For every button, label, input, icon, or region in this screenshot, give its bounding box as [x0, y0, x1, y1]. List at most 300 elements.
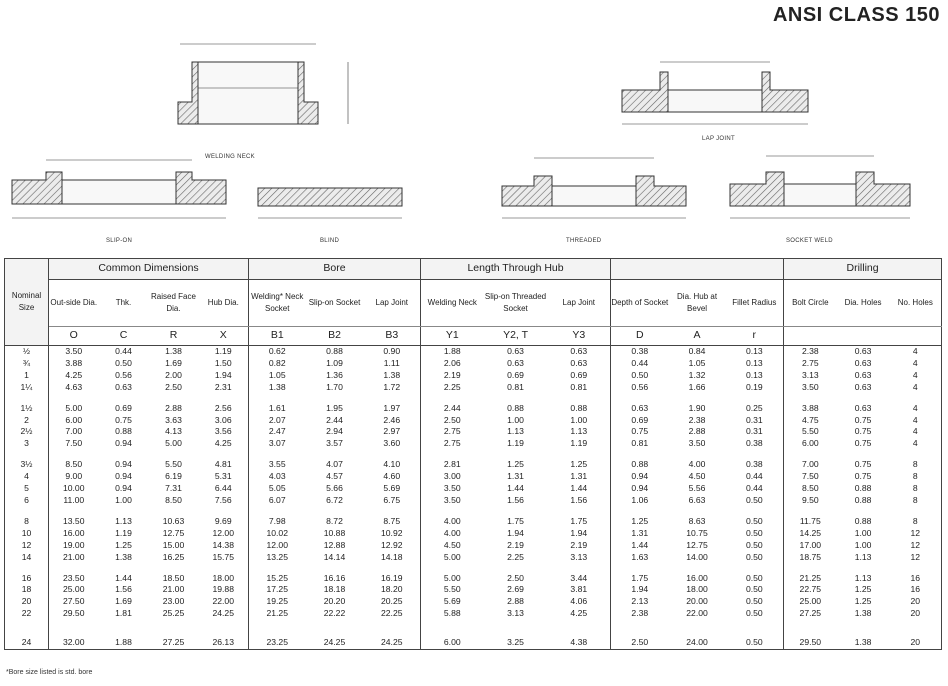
table-cell: 1.05	[688, 357, 706, 368]
table-cell: 0.50	[726, 495, 784, 516]
nominal-size-cell: 1½	[5, 403, 49, 415]
table-cell: 0.75	[854, 459, 872, 470]
column-label: Lap Joint	[364, 280, 421, 327]
table-cell: 6.00	[443, 637, 461, 648]
table-cell: 8	[890, 483, 942, 495]
table-cell: 14.14	[323, 551, 346, 562]
nominal-size-cell: 5	[5, 483, 49, 495]
table-cell: 26.13	[199, 629, 249, 649]
table-cell: 8.50	[801, 483, 819, 494]
table-cell: 1.00	[854, 527, 872, 538]
table-cell: 9.50	[801, 494, 819, 505]
table-cell: 2.50	[165, 381, 182, 392]
table-cell: 5.69	[364, 483, 421, 495]
column-label: Hub Dia.	[199, 280, 249, 327]
header-bore: Bore	[249, 259, 421, 280]
nominal-size-cell: 2½	[5, 426, 49, 438]
table-cell: 0.63	[507, 346, 524, 356]
nominal-size-cell: 8	[5, 516, 49, 528]
table-cell: 5.31	[199, 471, 249, 483]
table-cell: 3.50	[65, 346, 83, 356]
table-cell: 0.75	[854, 438, 872, 449]
table-cell: 0.63	[548, 346, 611, 358]
table-cell: 3.13	[507, 608, 524, 619]
table-cell: 21.25	[799, 572, 822, 583]
table-cell: 0.88	[326, 346, 343, 356]
column-symbol: Y3	[548, 327, 611, 346]
table-cell: 8	[890, 495, 942, 516]
table-cell: 5.00	[65, 402, 83, 413]
table-cell: 1.25	[548, 459, 611, 471]
table-cell: 1.72	[364, 382, 421, 403]
table-cell: 2.25	[507, 551, 524, 562]
label-socket-weld: SOCKET WELD	[786, 238, 833, 244]
table-cell: 11.75	[799, 515, 821, 526]
table-row	[5, 540, 942, 552]
table-cell: 0.50	[726, 584, 784, 596]
table-cell: 23.00	[162, 596, 185, 607]
table-cell: 13.50	[62, 515, 85, 526]
header-blank	[611, 259, 784, 280]
table-cell: 1.81	[115, 608, 132, 619]
table-cell: 1.25	[631, 515, 649, 526]
table-cell: 4.60	[364, 471, 421, 483]
table-cell: 20.20	[323, 596, 346, 607]
table-cell: 0.81	[631, 438, 649, 449]
table-cell: 4.00	[443, 515, 461, 526]
column-label: Welding Neck	[421, 280, 484, 327]
table-cell: 2.46	[364, 415, 421, 427]
table-cell: 1.13	[854, 551, 872, 562]
table-cell: 10.88	[323, 527, 346, 538]
table-cell: 1.19	[115, 527, 132, 538]
table-cell: 20.25	[364, 596, 421, 608]
table-cell: 1.31	[507, 471, 524, 482]
table-cell: 0.94	[631, 483, 649, 494]
table-cell: 2.88	[507, 596, 524, 607]
column-labels-row	[5, 280, 942, 327]
table-cell: 25.25	[162, 608, 185, 619]
table-cell: 1.44	[115, 572, 132, 583]
table-cell: 3.07	[268, 438, 286, 449]
table-cell: 1.50	[199, 358, 249, 370]
table-cell: 0.13	[726, 346, 784, 358]
table-cell: 1.56	[115, 584, 132, 595]
column-label: Fillet Radius	[726, 280, 784, 327]
table-cell: 0.63	[854, 346, 872, 356]
table-cell: 1.25	[115, 539, 132, 550]
table-cell: 16.00	[62, 527, 85, 538]
table-cell: 12	[890, 540, 942, 552]
table-cell: 2.38	[631, 608, 649, 619]
table-cell: 5.00	[443, 572, 461, 583]
blind-drawing	[258, 188, 402, 218]
table-cell: 0.25	[726, 403, 784, 415]
table-cell: 4.06	[548, 596, 611, 608]
table-cell: 2.44	[326, 414, 343, 425]
table-cell: 4.03	[268, 471, 286, 482]
column-label: Raised Face Dia.	[149, 280, 199, 327]
table-row	[5, 358, 942, 370]
table-cell: 12.75	[162, 527, 185, 538]
table-cell: 2.88	[165, 402, 182, 413]
table-cell: 1.13	[548, 426, 611, 438]
table-cell: 0.50	[726, 540, 784, 552]
table-cell: 1.31	[548, 471, 611, 483]
table-cell: 8	[890, 471, 942, 483]
table-cell: 1.25	[854, 584, 872, 595]
nominal-size-cell: 10	[5, 528, 49, 540]
table-row	[5, 608, 942, 629]
table-cell: 16.25	[162, 551, 185, 562]
table-cell: 0.13	[726, 370, 784, 382]
column-symbol: B3	[364, 327, 421, 346]
table-cell: 10.02	[266, 527, 288, 538]
column-label: Dia. Hub at Bevel	[669, 280, 726, 327]
table-cell: 6.07	[268, 494, 286, 505]
table-cell: 0.63	[854, 357, 872, 368]
table-cell: 5.05	[268, 483, 286, 494]
table-cell: 0.38	[631, 346, 649, 356]
label-welding-neck: WELDING NECK	[205, 154, 255, 160]
table-cell: 16.19	[364, 573, 421, 585]
table-cell: 0.44	[726, 483, 784, 495]
table-cell: 1.19	[548, 438, 611, 459]
column-symbol	[784, 327, 837, 346]
table-cell: 0.50	[726, 629, 784, 649]
table-cell: 0.44	[726, 471, 784, 483]
nominal-size-cell: 2	[5, 415, 49, 427]
table-cell: 12.00	[199, 528, 249, 540]
table-cell: 4.25	[199, 438, 249, 459]
table-cell: 10.63	[162, 515, 185, 526]
table-cell: 0.56	[631, 381, 649, 392]
table-cell: 12.92	[364, 540, 421, 552]
table-cell: 2.75	[443, 438, 461, 449]
column-label: Welding* Neck Socket	[249, 280, 306, 327]
table-cell: 4	[890, 403, 942, 415]
table-cell: 9.00	[65, 471, 83, 482]
table-cell: 0.75	[854, 414, 872, 425]
table-cell: 4.75	[801, 414, 819, 425]
table-cell: 4	[890, 370, 942, 382]
table-cell: 17.25	[266, 584, 288, 595]
table-cell: 4.81	[199, 459, 249, 471]
table-cell: 3.00	[443, 471, 461, 482]
table-cell: 6.75	[364, 495, 421, 516]
table-cell: 0.94	[115, 471, 132, 482]
table-cell: 2.50	[631, 637, 649, 648]
table-cell: 1.70	[326, 381, 343, 392]
table-cell: 12	[890, 528, 942, 540]
table-cell: 1.95	[326, 402, 343, 413]
table-cell: 1.00	[507, 414, 524, 425]
table-cell: 0.88	[854, 515, 872, 526]
label-threaded: THREADED	[566, 238, 602, 244]
table-cell: 21.00	[162, 584, 185, 595]
dimension-table	[4, 258, 942, 650]
table-cell: 1.75	[507, 515, 524, 526]
table-cell: 0.88	[854, 494, 872, 505]
table-cell: 3.55	[268, 459, 286, 470]
table-cell: 7.56	[199, 495, 249, 516]
table-cell: 0.81	[548, 382, 611, 403]
table-cell: 8.63	[688, 515, 706, 526]
table-cell: 23.25	[266, 637, 288, 648]
table-cell: 0.90	[364, 346, 421, 358]
table-cell: 4.38	[548, 629, 611, 649]
table-cell: 14.38	[199, 540, 249, 552]
table-row	[5, 346, 942, 358]
table-cell: 0.88	[507, 402, 524, 413]
threaded-drawing	[502, 158, 686, 218]
table-cell: 7.00	[801, 459, 819, 470]
welding-neck-drawing	[178, 44, 348, 124]
table-cell: 0.69	[507, 369, 524, 380]
table-cell: 8.72	[326, 515, 343, 526]
table-cell: 25.00	[62, 584, 85, 595]
table-cell: 2.19	[443, 369, 461, 380]
table-cell: 15.75	[199, 552, 249, 573]
table-row	[5, 370, 942, 382]
column-label: Slip-on Socket	[306, 280, 364, 327]
table-cell: 4.00	[688, 459, 706, 470]
table-row	[5, 596, 942, 608]
table-cell: 16.16	[323, 572, 346, 583]
table-row	[5, 471, 942, 483]
table-cell: 0.69	[548, 370, 611, 382]
table-cell: 0.94	[631, 471, 649, 482]
table-cell: 1.05	[268, 369, 286, 380]
column-symbol: Y2, T	[484, 327, 548, 346]
table-cell: 0.63	[854, 381, 872, 392]
table-cell: 29.50	[62, 608, 85, 619]
column-symbol: B1	[249, 327, 306, 346]
table-cell: 10.75	[686, 527, 708, 538]
table-cell: 0.62	[268, 346, 286, 356]
table-cell: 4.10	[364, 459, 421, 471]
table-cell: 2.19	[507, 539, 524, 550]
header-length-through-hub: Length Through Hub	[421, 259, 611, 280]
table-cell: 27.25	[162, 637, 185, 648]
column-symbol: r	[726, 327, 784, 346]
table-cell: 1.13	[507, 426, 524, 437]
table-cell: 1.31	[631, 527, 649, 538]
nominal-size-cell: 22	[5, 608, 49, 629]
table-cell: 0.69	[631, 414, 649, 425]
table-row	[5, 415, 942, 427]
table-cell: 3.63	[165, 414, 182, 425]
table-cell: 24.25	[199, 608, 249, 629]
table-cell: 2.75	[801, 357, 819, 368]
table-cell: 29.50	[799, 637, 822, 648]
table-cell: 4.13	[165, 426, 182, 437]
table-cell: 1.13	[115, 515, 132, 526]
table-row	[5, 528, 942, 540]
table-row	[5, 495, 942, 516]
table-cell: 1.38	[364, 370, 421, 382]
table-cell: 5.50	[165, 459, 182, 470]
table-cell: 2.81	[443, 459, 461, 470]
table-cell: 12.75	[686, 539, 708, 550]
column-label: Depth of Socket	[611, 280, 669, 327]
table-cell: 14.18	[364, 552, 421, 573]
table-cell: 0.94	[115, 438, 132, 449]
table-cell: 5.69	[443, 596, 461, 607]
table-cell: 3.13	[548, 552, 611, 573]
table-cell: 12.88	[323, 539, 346, 550]
table-cell: 2.06	[443, 357, 461, 368]
table-cell: 22.00	[199, 596, 249, 608]
table-cell: 3.13	[801, 369, 819, 380]
table-cell: 8.50	[65, 459, 83, 470]
table-cell: 1.56	[507, 494, 524, 505]
table-row	[5, 459, 942, 471]
table-cell: 0.56	[115, 369, 132, 380]
table-cell: 1.19	[199, 346, 249, 358]
table-cell: 20.00	[686, 596, 708, 607]
table-body	[5, 346, 942, 650]
table-cell: 25.00	[799, 596, 822, 607]
table-cell: 2.25	[443, 381, 461, 392]
column-symbol: X	[199, 327, 249, 346]
table-cell: 3.50	[688, 438, 706, 449]
table-cell: 2.56	[199, 403, 249, 415]
table-cell: 4	[890, 382, 942, 403]
table-cell: 17.00	[799, 539, 822, 550]
table-cell: 0.50	[726, 573, 784, 585]
table-cell: 1.88	[443, 346, 461, 356]
table-cell: 1.25	[854, 596, 872, 607]
label-lap-joint: LAP JOINT	[702, 136, 735, 142]
table-cell: 22.22	[323, 608, 346, 619]
table-cell: 2.38	[801, 346, 819, 356]
table-cell: 0.50	[115, 357, 132, 368]
table-cell: 18.00	[686, 584, 708, 595]
table-cell: 0.63	[115, 381, 132, 392]
nominal-size-cell: 1	[5, 370, 49, 382]
table-cell: 2.13	[631, 596, 649, 607]
table-cell: 21.00	[62, 551, 85, 562]
column-symbol: Y1	[421, 327, 484, 346]
table-cell: 1.94	[631, 584, 649, 595]
table-cell: 18.75	[799, 551, 822, 562]
table-cell: 2.00	[165, 369, 182, 380]
table-cell: 4	[890, 346, 942, 358]
table-cell: 5.00	[443, 551, 461, 562]
table-cell: 1.94	[199, 370, 249, 382]
nominal-size-cell: 24	[5, 629, 49, 649]
table-cell: 0.75	[854, 471, 872, 482]
table-cell: 1.88	[115, 637, 132, 648]
table-cell: 1.19	[507, 438, 524, 449]
column-symbol: A	[669, 327, 726, 346]
table-cell: 7.31	[165, 483, 182, 494]
table-cell: 7.98	[268, 515, 286, 526]
table-cell: 15.00	[162, 539, 185, 550]
table-cell: 1.38	[854, 608, 872, 619]
table-cell: 14.00	[686, 551, 708, 562]
table-cell: 5.00	[165, 438, 182, 449]
table-cell: 6.19	[165, 471, 182, 482]
nominal-size-cell: 3½	[5, 459, 49, 471]
table-cell: 1.38	[165, 346, 182, 356]
table-cell: 3.50	[801, 381, 819, 392]
table-cell: 2.44	[443, 402, 461, 413]
table-cell: 0.31	[726, 415, 784, 427]
table-cell: 24.00	[686, 637, 708, 648]
table-cell: 7.00	[65, 426, 83, 437]
column-symbol	[890, 327, 942, 346]
nominal-size-cell: 20	[5, 596, 49, 608]
table-cell: 6.00	[801, 438, 819, 449]
table-cell: 24.25	[323, 637, 346, 648]
table-cell: 3.57	[326, 438, 343, 449]
table-cell: 10.92	[364, 528, 421, 540]
table-cell: 3.06	[199, 415, 249, 427]
table-row	[5, 552, 942, 573]
table-cell: 8.75	[364, 516, 421, 528]
header-nominal-size: Nominal Size	[5, 259, 49, 346]
table-cell: 0.81	[507, 381, 524, 392]
table-cell: 2.88	[688, 426, 706, 437]
table-cell: 2.97	[364, 426, 421, 438]
table-cell: 0.50	[631, 369, 649, 380]
table-row	[5, 516, 942, 528]
page-title: ANSI CLASS 150	[772, 4, 940, 26]
table-cell: 1.63	[631, 551, 649, 562]
table-cell: 0.63	[631, 402, 649, 413]
nominal-size-cell: 6	[5, 495, 49, 516]
table-cell: 27.25	[799, 608, 822, 619]
table-cell: 18.18	[323, 584, 346, 595]
table-cell: 15.25	[266, 572, 288, 583]
table-cell: 1.00	[548, 415, 611, 427]
table-cell: 12.00	[266, 539, 288, 550]
table-cell: 1.44	[631, 539, 649, 550]
table-cell: 1.09	[326, 357, 343, 368]
table-cell: 0.75	[631, 426, 649, 437]
table-cell: 1.13	[854, 572, 872, 583]
table-cell: 13.25	[266, 551, 288, 562]
table-cell: 4	[890, 415, 942, 427]
table-cell: 0.50	[726, 528, 784, 540]
table-cell: 3.81	[548, 584, 611, 596]
table-cell: 2.31	[199, 382, 249, 403]
table-cell: 0.63	[854, 402, 872, 413]
table-cell: 1.38	[268, 381, 286, 392]
table-cell: 2.50	[443, 414, 461, 425]
column-symbol: R	[149, 327, 199, 346]
table-cell: 1.25	[507, 459, 524, 470]
table-cell: 5.50	[801, 426, 819, 437]
column-symbol: C	[99, 327, 149, 346]
table-row	[5, 629, 942, 649]
table-cell: 23.50	[62, 572, 85, 583]
table-cell: 24.25	[364, 629, 421, 649]
table-cell: 0.63	[507, 357, 524, 368]
table-cell: 1.56	[548, 495, 611, 516]
table-cell: 6.63	[688, 494, 706, 505]
table-cell: 1.44	[507, 483, 524, 494]
table-cell: 27.50	[62, 596, 85, 607]
table-cell: 1.00	[854, 539, 872, 550]
table-cell: 0.38	[726, 438, 784, 459]
table-cell: 0.88	[115, 426, 132, 437]
table-cell: 4.07	[326, 459, 343, 470]
table-cell: 5.50	[443, 584, 461, 595]
table-cell: 0.50	[726, 596, 784, 608]
